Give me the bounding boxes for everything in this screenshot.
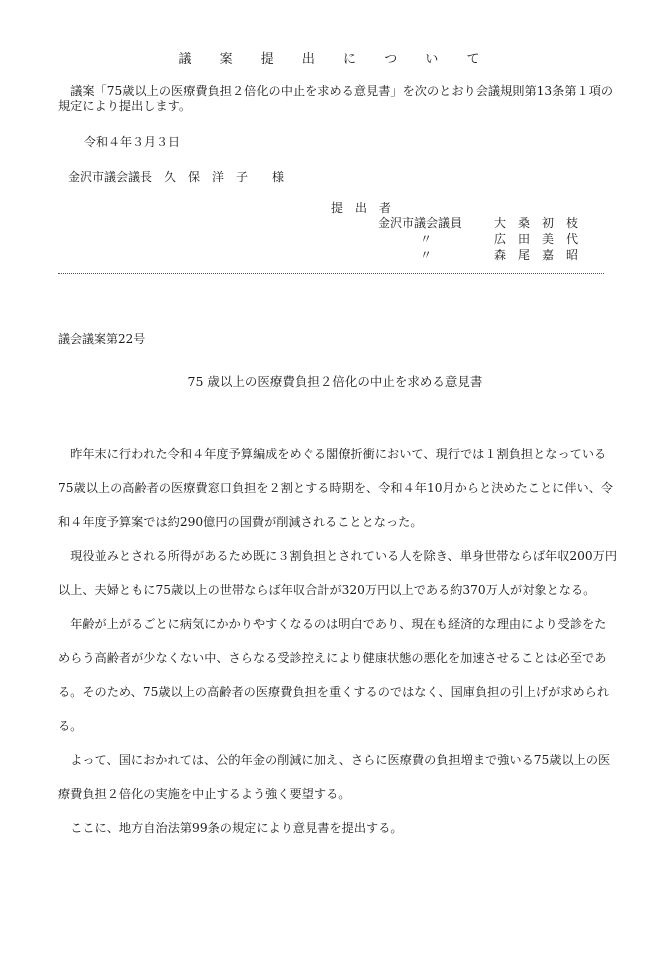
proposal-number: 議会議案第22号 (58, 332, 146, 346)
submitter-name: 広 田 美 代 (494, 232, 579, 246)
submission-title: 議 案 提 出 に つ い て (178, 52, 492, 67)
submitter-position: 金沢市議会議員 (378, 216, 463, 230)
addressee: 金沢市議会議長 久 保 洋 子 様 (68, 170, 285, 184)
body-paragraph: 現役並みとされる所得があるため既に３割負担とされている人を除き、単身世帯ならば年収200万円以上、夫婦ともに75歳以上の世帯ならば年収合計が320万円以上である約370万人が対象となる。 (58, 549, 618, 597)
submitter-position: 〃 (420, 232, 433, 246)
body-paragraph: 昨年末に行われた令和４年度予算編成をめぐる閣僚折衝において、現行では１割負担となっている75歳以上の高齢者の医療費窓口負担を２割とする時期を、令和４年10月からと決めたことに伴い、令和４年度予算案では約290億円の国費が削減されることとなった。 (58, 447, 614, 529)
submission-date: 令和４年３月３日 (84, 135, 181, 149)
lead-paragraph: 議案「75歳以上の医療費負担２倍化の中止を求める意見書」を次のとおり会議規則第13条第１項の規定により提出します。 (58, 84, 614, 113)
proposal-body (58, 437, 618, 845)
submitter-name: 森 尾 嘉 昭 (494, 248, 579, 262)
submitter-name: 大 桑 初 枝 (494, 216, 579, 230)
dotted-separator (58, 273, 604, 274)
proposal-title: 75 歳以上の医療費負担２倍化の中止を求める意見書 (187, 374, 483, 389)
submitter-position: 〃 (420, 248, 433, 262)
body-paragraph: よって、国におかれては、公的年金の削減に加え、さらに医療費の負担増まで強いる75歳以上の医療費負担２倍化の実施を中止するよう強く要望する。 (58, 753, 611, 801)
submission-lead (58, 84, 618, 114)
body-paragraph: 年齢が上がるごとに病気にかかりやすくなるのは明白であり、現在も経済的な理由により受診をためらう高齢者が少なくない中、さらなる受診控えにより健康状態の悪化を加速させることは必至である。そのため、75歳以上の高齢者の医療費負担を重くするのではなく、国庫負担の引上げが求められる。 (58, 617, 610, 733)
body-paragraph: ここに、地方自治法第99条の規定により意見書を提出する。 (70, 821, 403, 835)
submitters-label: 提 出 者 (331, 201, 392, 215)
